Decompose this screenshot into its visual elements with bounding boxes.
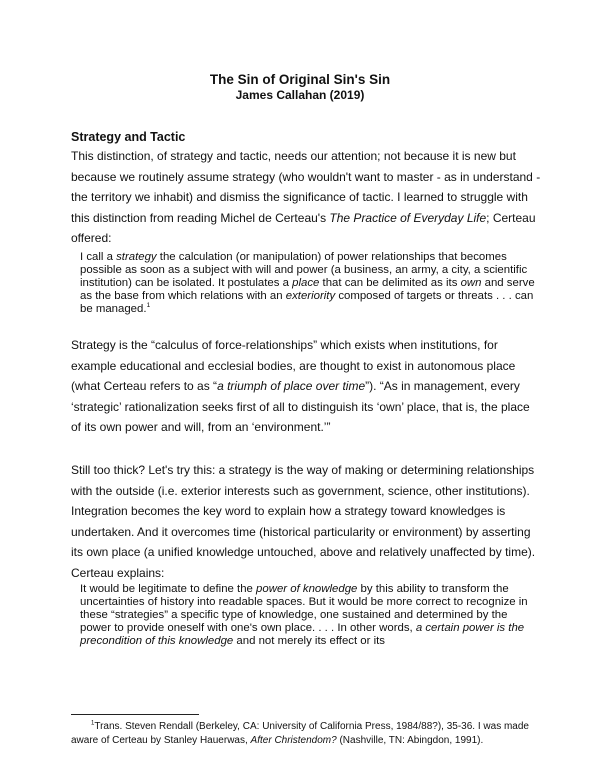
paragraph-3: Still too thick? Let's try this: a strategy is the way of making or determining relationships with the outside (i.e. exterior interests such as government, science, other institutions). Integration becomes the key word to explain how a strategy toward knowledges is undertaken. And it overcomes time (historical particularity or environment) by asserting its own place (a unified knowledge untouched, above and relatively unaffected by time). Certeau explains: bbox=[71, 463, 536, 580]
document-title: The Sin of Original Sin's Sin bbox=[209, 72, 391, 87]
footnote-reference: 1 bbox=[146, 302, 151, 310]
emphasis-strategy: strategy bbox=[116, 251, 157, 263]
footnote-divider bbox=[71, 714, 199, 715]
footnote: $^1$Trans. Steven Rendall (Berkeley, CA: University of California Press, 1984/88?), 35-36. I was made aware of Certeau by Stanley Hauerwas, After Christendom? (Nashville, TN: Abingdon, 1991). bbox=[71, 720, 529, 746]
emphasis-exteriority: exteriority bbox=[285, 290, 336, 302]
paragraph-2: Strategy is the “calculus of force-relationships” which exists when institutions, for example educational and ecclesial bodies, are thought to exist in autonomous place (what Certeau refers to as “a triumph of place over time”). “As in management, every ‘strategic’ rationalization seeks first of all to distinguish its ‘own’ place, that is, the place of its own power and will, from an ‘environment.’” bbox=[71, 338, 530, 434]
emphasis-triumph: a triumph of place over time bbox=[217, 379, 366, 393]
intro-paragraph: This distinction, of strategy and tactic, needs our attention; not because it is new but because we routinely assume strategy (who wouldn't want to master - as in understand - the territory we inhabit) and dismiss the significance of tactic. I learned to struggle with this distinction from reading Michel de Certeau's The Practice of Everyday Life; Certeau offered: bbox=[71, 149, 541, 245]
block-quote-1: I call a strategy the calculation (or manipulation) of power relationships that becomes possible as soon as a subject with will and power (a business, an army, a city, a scientific institution) can be isolated. It postulates a place that can be delimited as its own and serve as the base from which relations with an exteriority composed of targets or threats . . . can be managed.$^1$ bbox=[80, 251, 535, 315]
author-line: James Callahan (2019) bbox=[235, 88, 365, 102]
section-heading: Strategy and Tactic bbox=[71, 130, 186, 144]
footnote-book-title: After Christendom? bbox=[250, 734, 337, 746]
emphasis-own: own bbox=[460, 277, 482, 289]
emphasis-power-of-knowledge: power of knowledge bbox=[256, 583, 358, 595]
emphasis-place: place bbox=[292, 277, 320, 289]
block-quote-2: It would be legitimate to define the power of knowledge by this ability to transform the uncertainties of history into readable spaces. But it would be more correct to recognize in these “strategies” a specific type of knowledge, one sustained and determined by the power to provide oneself with one's own place. . . . In other words, a certain power is the precondition of this knowledge and not merely its effect or its bbox=[80, 583, 528, 647]
book-title: The Practice of Everyday Life bbox=[329, 210, 487, 225]
footnote-mark: 1 bbox=[91, 720, 95, 727]
emphasis-certain-power: a certain power is the precondition of this knowledge bbox=[80, 622, 525, 647]
